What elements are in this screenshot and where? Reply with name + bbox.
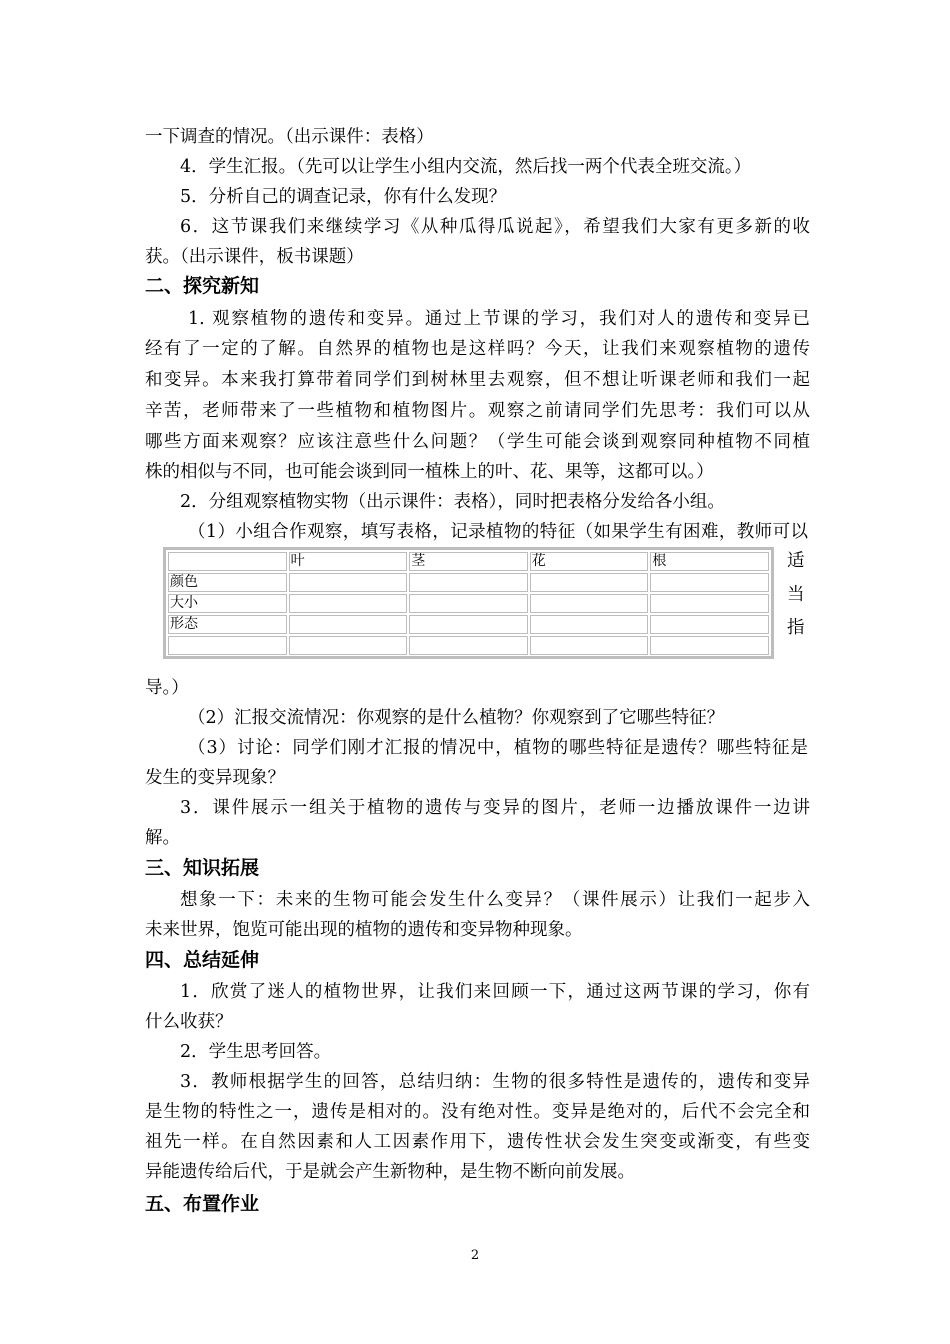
table-cell [409,615,528,634]
paragraph-line: 未来世界，饱览可能出现的植物的遗传和变异物种现象。 [145,920,583,940]
table-row-label: 颜色 [168,573,287,592]
paragraph-line: 6．这节课我们来继续学习《从种瓜得瓜说起》，希望我们大家有更多新的收 [180,217,810,237]
paragraph-line: 异能遗传给后代，于是就会产生新物种，是生物不断向前发展。 [145,1162,635,1182]
table-header-cell: 叶 [289,552,408,571]
table-header-cell: 茎 [409,552,528,571]
paragraph-line: 3．课件展示一组关于植物的遗传与变异的图片，老师一边播放课件一边讲 [180,798,810,818]
paragraph-line: （1）小组合作观察，填写表格，记录植物的特征（如果学生有困难，教师可以 [188,522,808,542]
section-heading: 三、知识拓展 [145,857,260,879]
paragraph-line: 2．学生思考回答。 [180,1042,332,1062]
section-heading: 二、探究新知 [145,275,260,297]
table-cell [289,615,408,634]
table-header-row [168,552,769,571]
paragraph-line: 1. 观察植物的遗传和变异。通过上节课的学习，我们对人的遗传和变异已 [188,309,810,329]
paragraph-line: 3．教师根据学生的回答，总结归纳：生物的很多特性是遗传的，遗传和变异 [180,1072,810,1092]
table-header-cell [168,552,287,571]
paragraph-line: 哪些方面来观察？应该注意些什么问题？（学生可能会谈到观察同种植物不同植 [145,432,810,452]
table-header-cell: 花 [530,552,649,571]
paragraph-line: 是生物的特性之一，遗传是相对的。没有绝对性。变异是绝对的，后代不会完全和 [145,1102,810,1122]
table-row-label: 大小 [168,594,287,613]
table-row [168,594,769,613]
table-cell [530,573,649,592]
wrapped-text-char: 适 [787,551,805,571]
paragraph-line: 和变异。本来我打算带着同学们到树林里去观察，但不想让听课老师和我们一起 [145,370,810,390]
paragraph-line: 1．欣赏了迷人的植物世界，让我们来回顾一下，通过这两节课的学习，你有 [180,982,810,1002]
table-row-label: 形态 [168,615,287,634]
paragraph-line: 什么收获？ [145,1012,233,1032]
paragraph-line: 发生的变异现象？ [145,768,285,788]
table-cell [289,636,408,655]
table-cell [530,636,649,655]
observation-table [163,547,774,659]
table-row [168,615,769,634]
table-cell [650,636,769,655]
paragraph-line: 祖先一样。在自然因素和人工因素作用下，遗传性状会发生突变或渐变，有些变 [145,1132,810,1152]
table-cell [409,636,528,655]
table-cell [650,615,769,634]
paragraph-line: 5．分析自己的调查记录，你有什么发现？ [180,187,507,207]
paragraph-line: 株的相似与不同，也可能会谈到同一植株上的叶、花、果等，这都可以。） [145,462,714,482]
table-row [168,636,769,655]
table-cell [650,573,769,592]
section-heading: 四、总结延伸 [145,949,260,971]
table-cell [530,594,649,613]
paragraph-line: （2）汇报交流情况：你观察的是什么植物？你观察到了它哪些特征？ [188,708,725,728]
table-row [168,573,769,592]
paragraph-line: 想象一下：未来的生物可能会发生什么变异？（课件展示）让我们一起步入 [180,890,810,910]
paragraph-line: 解。 [145,828,180,848]
table-cell [530,615,649,634]
paragraph-line: 获。（出示课件，板书课题） [145,247,364,267]
table-cell [650,594,769,613]
paragraph-line: 经有了一定的了解。自然界的植物也是这样吗？今天，让我们来观察植物的遗传 [145,339,810,359]
paragraph-line: （3）讨论：同学们刚才汇报的情况中，植物的哪些特征是遗传？哪些特征是 [188,738,808,758]
table-header-cell: 根 [650,552,769,571]
paragraph-line: 辛苦，老师带来了一些植物和植物图片。观察之前请同学们先思考：我们可以从 [145,401,810,421]
paragraph-line: 2．分组观察植物实物（出示课件：表格），同时把表格分发给各小组。 [180,492,725,512]
table-row-label [168,636,287,655]
table-cell [289,594,408,613]
page-number: 2 [470,1248,480,1263]
table-cell [409,573,528,592]
section-heading: 五、布置作业 [145,1193,260,1215]
paragraph-line: 导。） [145,678,189,698]
wrapped-text-char: 当 [787,585,805,605]
paragraph-line: 4．学生汇报。（先可以让学生小组内交流，然后找一两个代表全班交流。） [180,157,752,177]
table-cell [409,594,528,613]
paragraph-line: 一下调查的情况。（出示课件：表格） [145,127,434,147]
table-cell [289,573,408,592]
wrapped-text-char: 指 [787,618,805,638]
